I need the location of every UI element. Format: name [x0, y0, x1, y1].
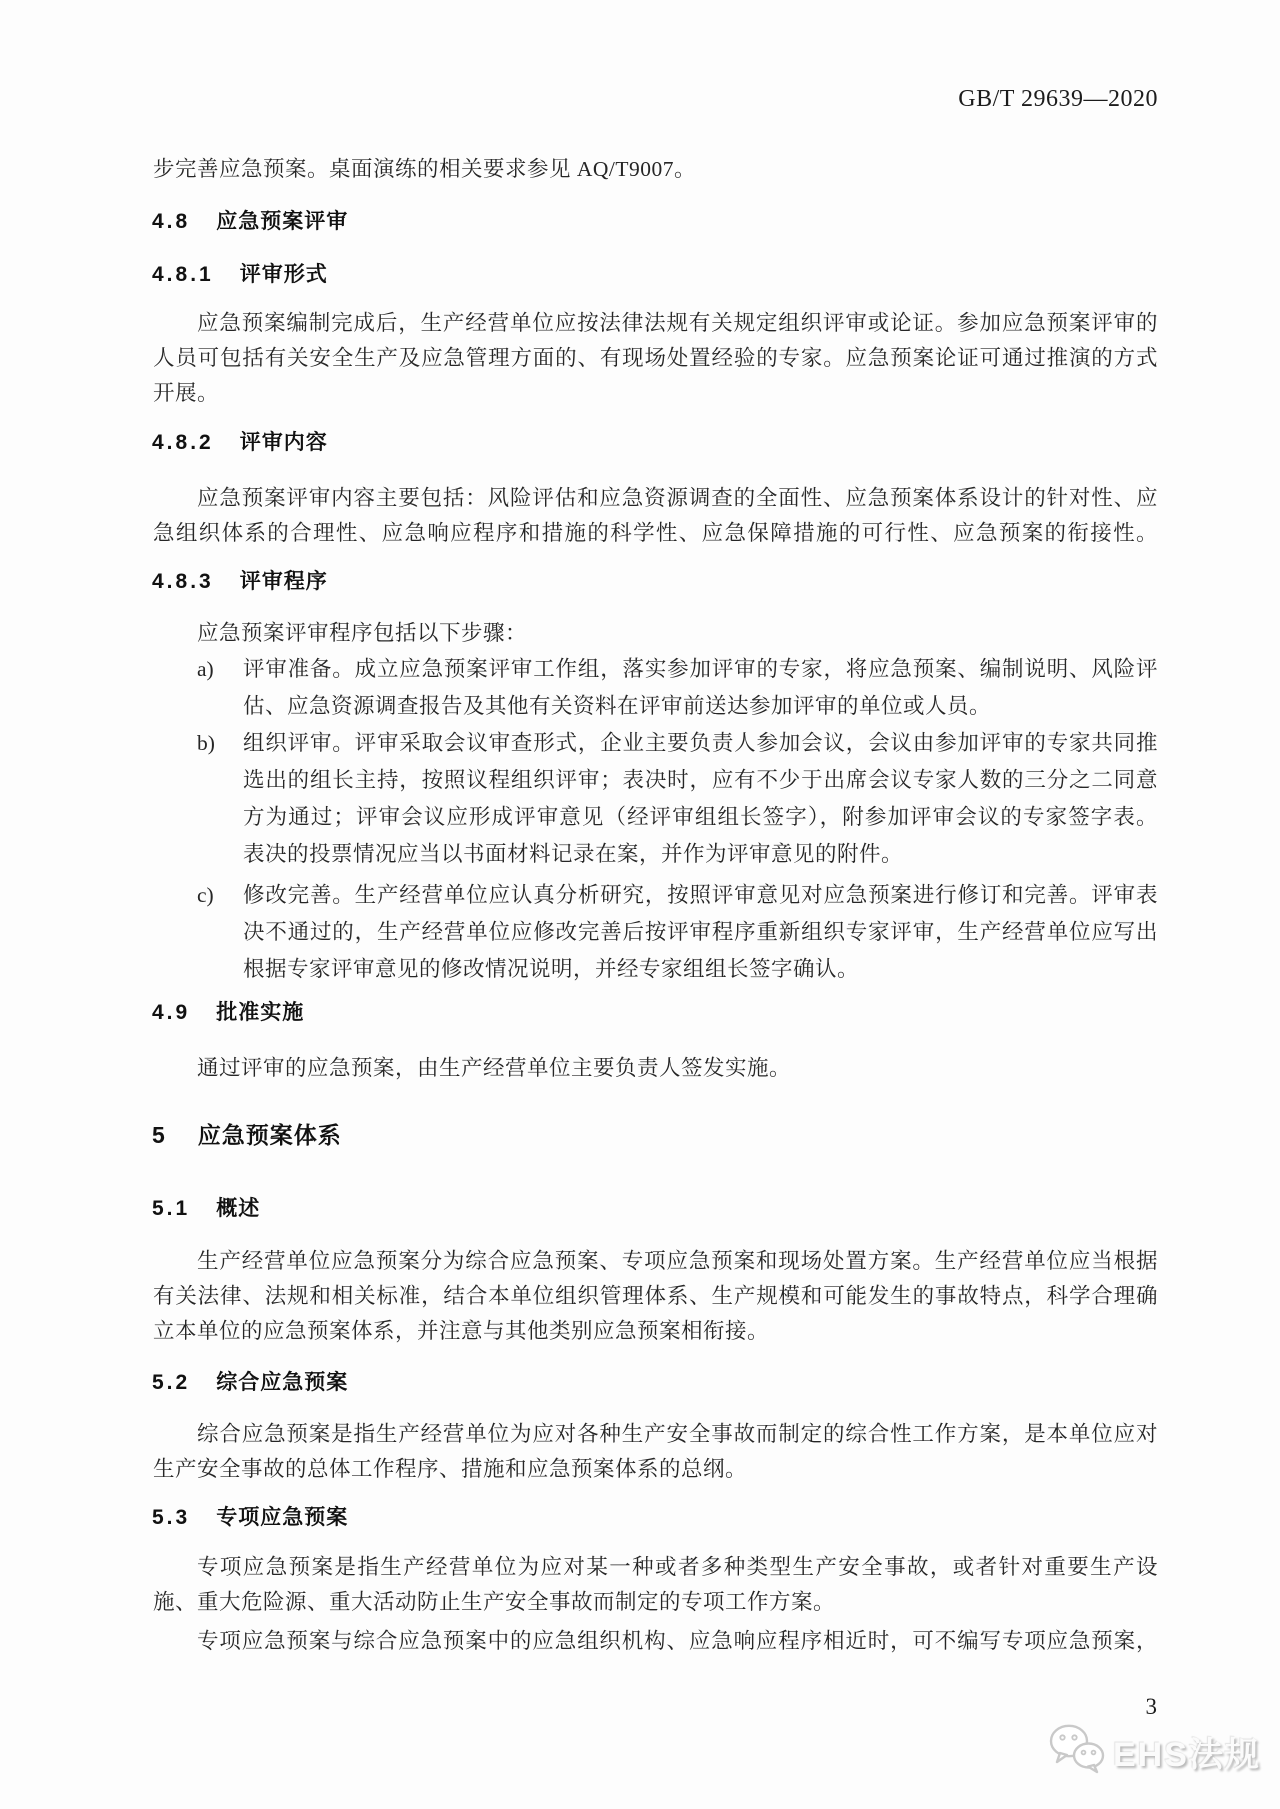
list-line: 估、应急资源调查报告及其他有关资料在评审前送达参加评审的单位或人员。 — [243, 694, 992, 718]
heading-5-3 — [152, 1505, 348, 1531]
list-marker: b) — [197, 731, 215, 755]
paragraph-line: 专项应急预案与综合应急预案中的应急组织机构、应急响应程序相近时，可不编写专项应急预案， — [197, 1629, 1158, 1653]
page-number: 3 — [1145, 1694, 1157, 1719]
heading-title: 应急预案体系 — [197, 1122, 342, 1148]
list-line: 修改完善。生产经营单位应认真分析研究，按照评审意见对应急预案进行修订和完善。评审表 — [243, 883, 1158, 907]
list-line: 方为通过；评审会议应形成评审意见（经评审组组长签字），附参加评审会议的专家签字表。 — [243, 805, 1158, 829]
watermark — [1048, 1722, 1261, 1780]
heading-title: 概述 — [216, 1197, 261, 1220]
paragraph-5-1 — [153, 1244, 1158, 1349]
list-line: 评审准备。成立应急预案评审工作组，落实参加评审的专家，将应急预案、编制说明、风险评 — [243, 657, 1158, 681]
heading-4-8-2 — [152, 430, 328, 456]
paragraph-line: 人员可包括有关安全生产及应急管理方面的、有现场处置经验的专家。应急预案论证可通过推演的方式 — [153, 346, 1158, 370]
heading-title: 评审程序 — [239, 570, 328, 593]
paragraph-4-8-3-intro — [153, 616, 1158, 651]
watermark-text: EHS法规 — [1113, 1735, 1261, 1774]
paragraph-4-8-2 — [153, 481, 1158, 551]
paragraph-line: 生产经营单位应急预案分为综合应急预案、专项应急预案和现场处置方案。生产经营单位应当根据 — [197, 1249, 1158, 1273]
heading-number: 5.2 — [152, 1371, 191, 1394]
heading-number: 4.8.1 — [152, 263, 214, 286]
heading-title: 评审形式 — [239, 263, 328, 286]
paragraph-line: 急组织体系的合理性、应急响应程序和措施的科学性、应急保障措施的可行性、应急预案的衔接性。 — [153, 521, 1158, 545]
paragraph-line: 应急预案评审内容主要包括：风险评估和应急资源调查的全面性、应急预案体系设计的针对性、应 — [197, 486, 1158, 510]
paragraph-line: 综合应急预案是指生产经营单位为应对各种生产安全事故而制定的综合性工作方案，是本单位应对 — [197, 1422, 1158, 1446]
paragraph-4-9 — [153, 1051, 1158, 1086]
heading-5 — [152, 1120, 342, 1150]
list-item-b — [197, 725, 1158, 873]
paragraph-line: 施、重大危险源、重大活动防止生产安全事故而制定的专项工作方案。 — [153, 1590, 836, 1614]
list-item-a — [197, 651, 1158, 725]
paragraph-line: 有关法律、法规和相关标准，结合本单位组织管理体系、生产规模和可能发生的事故特点，科学合理确 — [153, 1284, 1158, 1308]
heading-5-1 — [152, 1196, 260, 1222]
intro-continuation-paragraph — [153, 152, 1158, 187]
paragraph-4-8-1 — [153, 306, 1158, 411]
heading-number: 4.8 — [152, 210, 191, 233]
paragraph-5-3-second — [153, 1624, 1158, 1659]
paragraph-line: 通过评审的应急预案，由生产经营单位主要负责人签发实施。 — [197, 1056, 792, 1080]
standard-code: GB/T 29639—2020 — [958, 86, 1158, 112]
list-item-c — [197, 877, 1158, 988]
heading-title: 批准实施 — [216, 1001, 305, 1024]
heading-number: 4.9 — [152, 1001, 191, 1024]
paragraph-line: 开展。 — [153, 381, 220, 405]
list-line: 决不通过的，生产经营单位应修改完善后按评审程序重新组织专家评审，生产经营单位应写出 — [243, 920, 1158, 944]
heading-title: 应急预案评审 — [216, 210, 349, 233]
heading-4-9 — [152, 1000, 304, 1026]
heading-4-8 — [152, 209, 348, 235]
heading-4-8-3 — [152, 569, 328, 595]
heading-4-8-1 — [152, 262, 328, 288]
list-line: 选出的组长主持，按照议程组织评审；表决时，应有不少于出席会议专家人数的三分之二同意 — [243, 768, 1158, 792]
paragraph-line: 应急预案编制完成后，生产经营单位应按法律法规有关规定组织评审或论证。参加应急预案评审的 — [197, 311, 1158, 335]
heading-title: 专项应急预案 — [216, 1506, 349, 1529]
list-marker: c) — [197, 883, 214, 907]
paragraph-line: 生产安全事故的总体工作程序、措施和应急预案体系的总纲。 — [153, 1457, 748, 1481]
wechat-logo-icon — [1048, 1722, 1106, 1781]
paragraph-5-3 — [153, 1550, 1158, 1620]
heading-number: 5.1 — [152, 1197, 191, 1220]
paragraph-line: 应急预案评审程序包括以下步骤： — [197, 621, 528, 645]
heading-number: 5 — [152, 1122, 168, 1148]
paragraph-line: 立本单位的应急预案体系，并注意与其他类别应急预案相衔接。 — [153, 1319, 770, 1343]
heading-number: 5.3 — [152, 1506, 191, 1529]
list-marker: a) — [197, 657, 214, 681]
heading-5-2 — [152, 1370, 348, 1396]
paragraph-line: 专项应急预案是指生产经营单位为应对某一种或者多种类型生产安全事故，或者针对重要生产设 — [197, 1555, 1158, 1579]
heading-number: 4.8.3 — [152, 570, 214, 593]
heading-title: 综合应急预案 — [216, 1371, 349, 1394]
list-line: 组织评审。评审采取会议审查形式，企业主要负责人参加会议，会议由参加评审的专家共同推 — [243, 731, 1158, 755]
heading-title: 评审内容 — [239, 431, 328, 454]
paragraph-line: 步完善应急预案。桌面演练的相关要求参见 AQ/T9007。 — [153, 157, 697, 181]
paragraph-5-2 — [153, 1417, 1158, 1487]
heading-number: 4.8.2 — [152, 431, 214, 454]
list-line: 表决的投票情况应当以书面材料记录在案，并作为评审意见的附件。 — [243, 842, 904, 866]
list-line: 根据专家评审意见的修改情况说明，并经专家组组长签字确认。 — [243, 957, 860, 981]
